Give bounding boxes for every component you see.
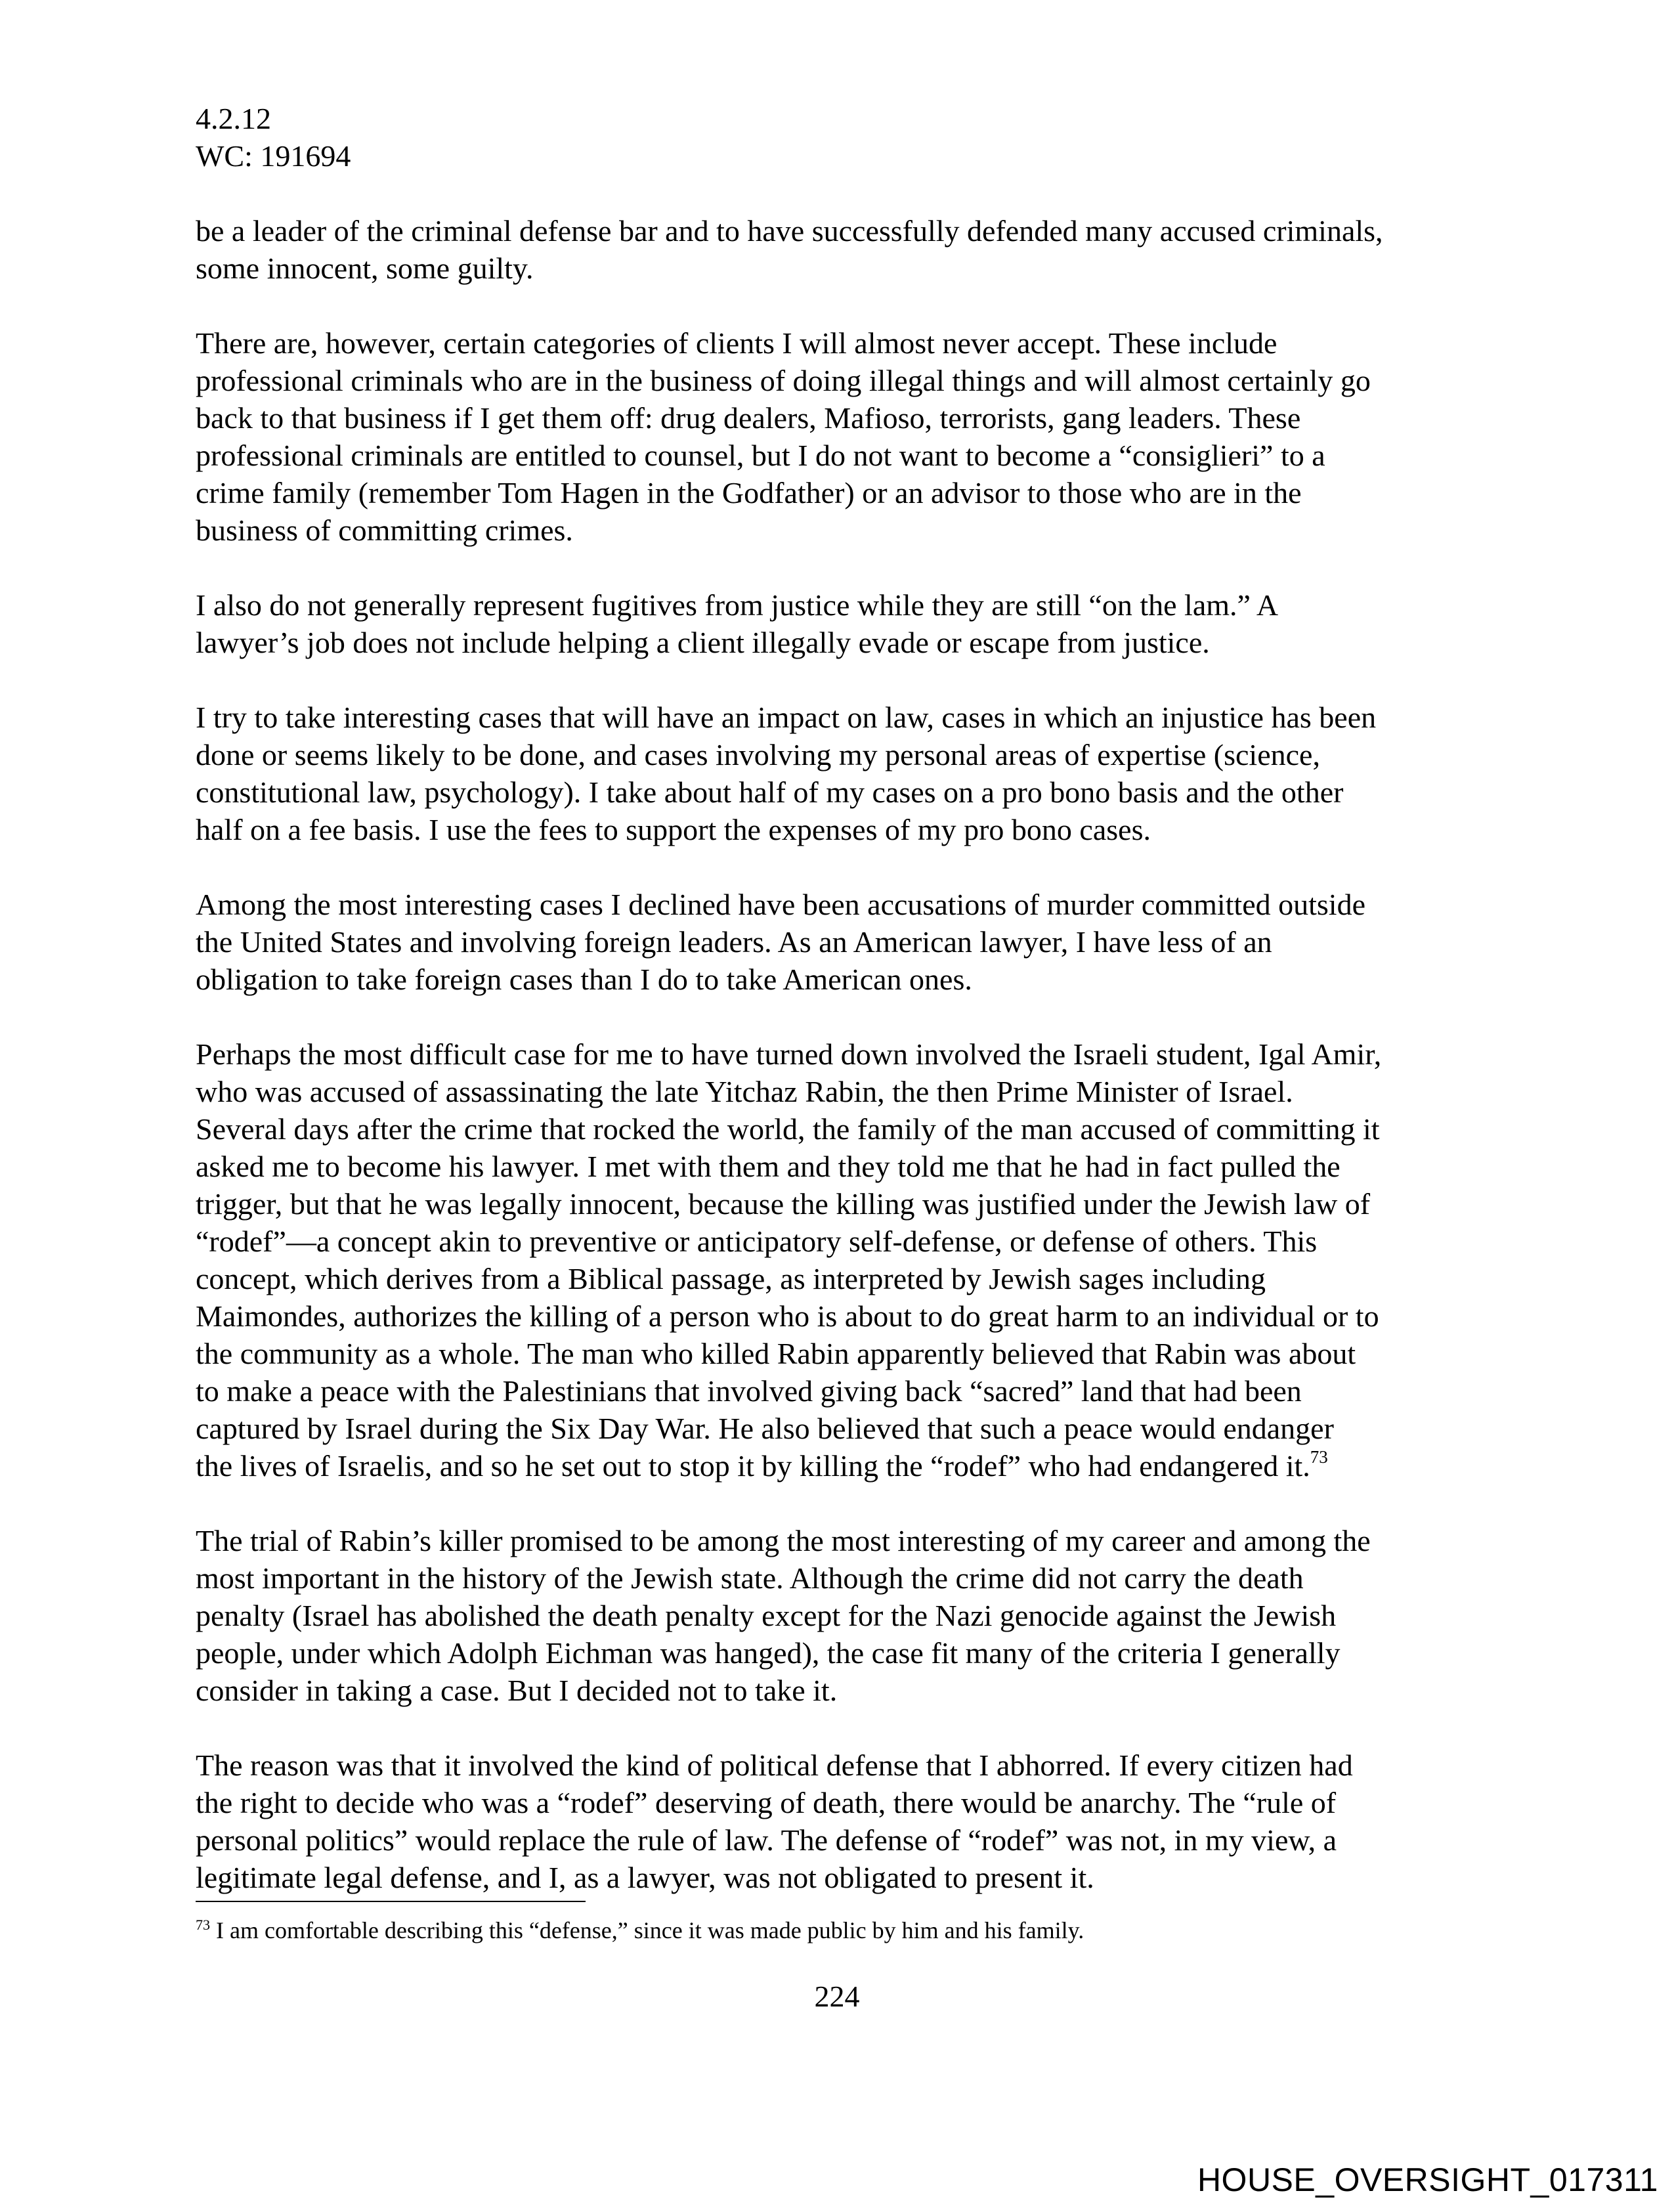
text-line: [196, 699, 1482, 736]
line-text: legitimate legal defense, and I, as a lawyer, was not obligated to present it.: [196, 1861, 1094, 1894]
text-line: [196, 1634, 1482, 1672]
line-text: back to that business if I get them off: drug dealers, Mafioso, terrorists, gang leaders. These: [196, 401, 1301, 435]
text-line: [196, 586, 1482, 624]
text-line: [196, 1148, 1482, 1185]
footnote-reference[interactable]: 73: [1310, 1446, 1328, 1467]
text-line: [196, 1410, 1482, 1447]
paragraph: [196, 586, 1482, 661]
text-line: [196, 1035, 1482, 1073]
line-text: the lives of Israelis, and so he set out to stop it by killing the “rodef” who had endangered it.: [196, 1449, 1310, 1483]
text-line: [196, 1447, 1482, 1485]
text-line: [196, 811, 1482, 848]
text-line: [196, 249, 1482, 287]
text-line: [196, 1559, 1482, 1597]
text-line: [196, 886, 1482, 923]
line-text: Perhaps the most difficult case for me to have turned down involved the Israeli student, Igal Amir,: [196, 1037, 1382, 1071]
text-line: [196, 1372, 1482, 1410]
text-line: [196, 1784, 1482, 1821]
line-text: some innocent, some guilty.: [196, 251, 534, 285]
text-line: [196, 324, 1482, 362]
text-line: [196, 1185, 1482, 1223]
text-line: [196, 1335, 1482, 1372]
paragraph: [196, 1035, 1482, 1485]
line-text: the right to decide who was a “rodef” deserving of death, there would be anarchy. The “rule of: [196, 1786, 1337, 1819]
text-line: [196, 736, 1482, 773]
text-line: [196, 923, 1482, 961]
line-text: “rodef”—a concept akin to preventive or anticipatory self-defense, or defense of others. This: [196, 1225, 1318, 1258]
line-text: business of committing crimes.: [196, 513, 573, 547]
paragraph: [196, 699, 1482, 848]
line-text: concept, which derives from a Biblical passage, as interpreted by Jewish sages including: [196, 1262, 1266, 1295]
line-text: The reason was that it involved the kind of political defense that I abhorred. If every citizen had: [196, 1748, 1353, 1782]
text-line: [196, 773, 1482, 811]
line-text: asked me to become his lawyer. I met with them and they told me that he had in fact pulled the: [196, 1150, 1341, 1183]
line-text: The trial of Rabin’s killer promised to be among the most interesting of my career and among the: [196, 1524, 1371, 1557]
draft-date: 4.2.12: [196, 102, 271, 135]
line-text: trigger, but that he was legally innocent, because the killing was justified under the Jewish law of: [196, 1187, 1371, 1221]
line-text: half on a fee basis. I use the fees to support the expenses of my pro bono cases.: [196, 813, 1151, 846]
line-text: the community as a whole. The man who killed Rabin apparently believed that Rabin was about: [196, 1337, 1356, 1370]
line-text: the United States and involving foreign leaders. As an American lawyer, I have less of an: [196, 925, 1272, 959]
paragraph: [196, 1746, 1482, 1896]
line-text: crime family (remember Tom Hagen in the Godfather) or an advisor to those who are in the: [196, 476, 1302, 510]
line-text: lawyer’s job does not include helping a client illegally evade or escape from justice.: [196, 626, 1210, 659]
text-line: [196, 1522, 1482, 1559]
page-number: 224: [814, 1980, 860, 2013]
footnote-number: 73: [196, 1917, 210, 1933]
text-line: [196, 624, 1482, 661]
text-line: [196, 1110, 1482, 1148]
text-line: [196, 1597, 1482, 1634]
line-text: Several days after the crime that rocked the world, the family of the man accused of committing it: [196, 1112, 1380, 1146]
line-text: Among the most interesting cases I declined have been accusations of murder committed outside: [196, 888, 1365, 921]
line-text: I try to take interesting cases that will have an impact on law, cases in which an injustice has been: [196, 701, 1377, 734]
footnote-separator: [196, 1901, 586, 1902]
text-line: [196, 212, 1482, 249]
text-line: [196, 1821, 1482, 1859]
text-line: [196, 399, 1482, 437]
paragraph: [196, 1522, 1482, 1709]
word-count: WC: 191694: [196, 139, 351, 173]
line-text: There are, however, certain categories of clients I will almost never accept. These include: [196, 326, 1277, 360]
line-text: personal politics” would replace the rule of law. The defense of “rodef” was not, in my view, a: [196, 1823, 1337, 1857]
line-text: professional criminals who are in the business of doing illegal things and will almost certainly go: [196, 364, 1371, 397]
line-text: obligation to take foreign cases than I do to take American ones.: [196, 963, 972, 996]
text-line: [196, 1297, 1482, 1335]
paragraph: [196, 324, 1482, 549]
text-line: [196, 437, 1482, 474]
line-text: be a leader of the criminal defense bar and to have successfully defended many accused criminals,: [196, 214, 1383, 248]
line-text: consider in taking a case. But I decided not to take it.: [196, 1674, 838, 1707]
footnote: [196, 1916, 1084, 1945]
line-text: to make a peace with the Palestinians that involved giving back “sacred” land that had been: [196, 1374, 1302, 1408]
text-line: [196, 1859, 1482, 1896]
bates-stamp: HOUSE_OVERSIGHT_017311: [1197, 2161, 1658, 2198]
text-line: [196, 1746, 1482, 1784]
text-line: [196, 474, 1482, 511]
text-line: [196, 961, 1482, 998]
text-line: [196, 1260, 1482, 1297]
text-line: [196, 1223, 1482, 1260]
text-line: [196, 511, 1482, 549]
line-text: I also do not generally represent fugitives from justice while they are still “on the lam.” A: [196, 588, 1279, 622]
footnote-text: I am comfortable describing this “defense,” since it was made public by him and his family.: [210, 1917, 1084, 1943]
paragraph: [196, 212, 1482, 287]
text-line: [196, 1073, 1482, 1110]
line-text: constitutional law, psychology). I take about half of my cases on a pro bono basis and the other: [196, 775, 1344, 809]
line-text: professional criminals are entitled to counsel, but I do not want to become a “consiglieri” to a: [196, 439, 1325, 472]
line-text: Maimondes, authorizes the killing of a person who is about to do great harm to an individual or to: [196, 1299, 1379, 1333]
text-line: [196, 362, 1482, 399]
text-line: [196, 1672, 1482, 1709]
line-text: most important in the history of the Jewish state. Although the crime did not carry the death: [196, 1561, 1304, 1595]
line-text: penalty (Israel has abolished the death penalty except for the Nazi genocide against the Jewish: [196, 1599, 1337, 1632]
line-text: done or seems likely to be done, and cases involving my personal areas of expertise (science,: [196, 738, 1320, 771]
line-text: people, under which Adolph Eichman was hanged), the case fit many of the criteria I generally: [196, 1636, 1341, 1670]
line-text: who was accused of assassinating the late Yitchaz Rabin, the then Prime Minister of Israel.: [196, 1075, 1293, 1108]
paragraph: [196, 886, 1482, 998]
body-text: [196, 212, 1482, 1934]
line-text: captured by Israel during the Six Day War. He also believed that such a peace would endanger: [196, 1412, 1334, 1445]
